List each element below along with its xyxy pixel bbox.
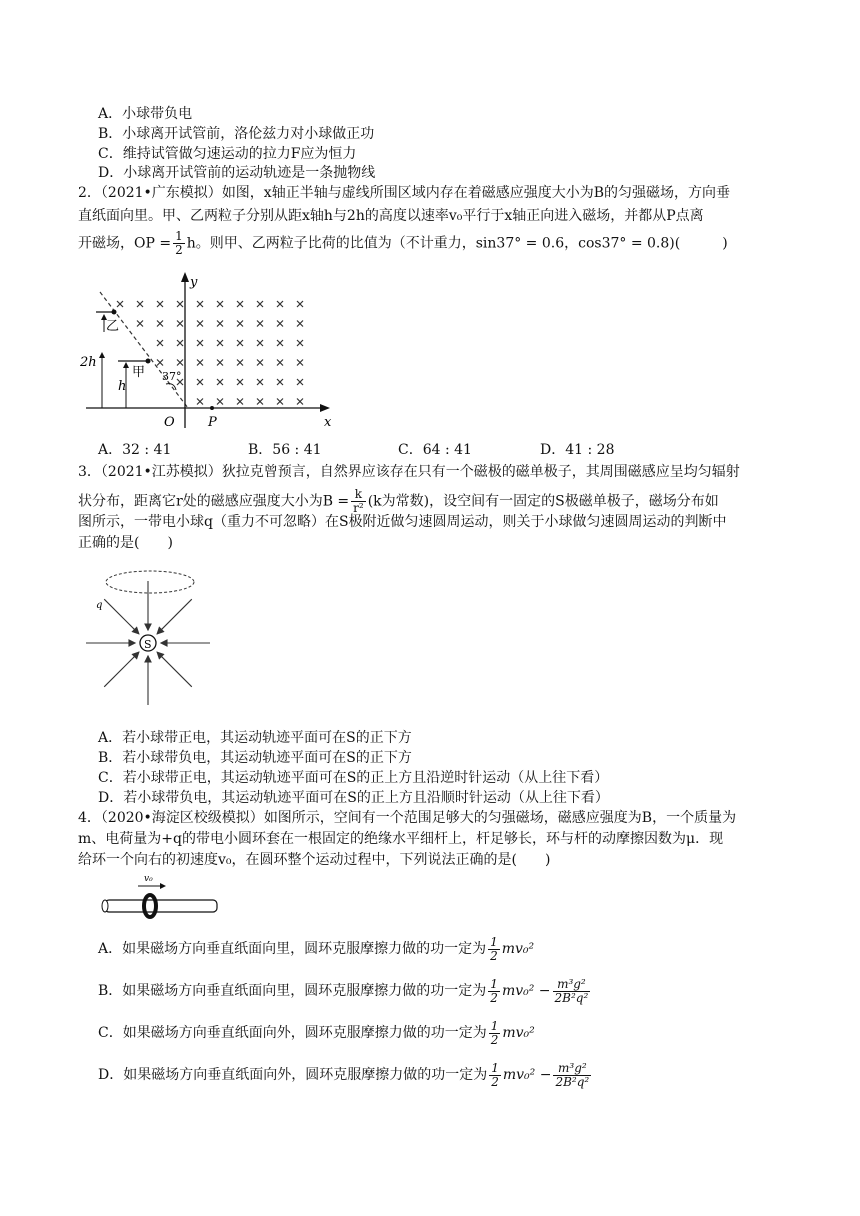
q3-stem-2a: 状分布，距离它r处的磁感应强度大小为B = — [78, 493, 350, 510]
fraction — [488, 978, 500, 1005]
q2-stem-3b: h。则甲、乙两粒子比荷的比值为（不计重力，sin37° = 0.6，cos37° = 0.8)( — [186, 235, 681, 252]
q2-source: （2021•广东模拟） — [100, 185, 222, 201]
q4-option-a — [98, 930, 534, 968]
label-v0: v₀ — [144, 874, 153, 884]
q4-stem-1: 如图所示，空间有一个范围足够大的匀强磁场，磁感应强度为B，一个质量为 — [263, 810, 737, 826]
fraction — [489, 1020, 501, 1047]
label-x: x — [324, 415, 332, 430]
numerator: 1 — [490, 934, 498, 949]
q4-option-c-text: C．如果磁场方向垂直纸面向外，圆环克服摩擦力做的功一定为 — [98, 1025, 487, 1041]
q2-stem-3c: ) — [722, 235, 728, 252]
field-crosses — [117, 301, 303, 405]
fraction-extra — [553, 1062, 591, 1089]
q4-option-b-text: B．如果磁场方向垂直纸面向里，圆环克服摩擦力做的功一定为 — [98, 983, 487, 999]
q4-option-d-text: D．如果磁场方向垂直纸面向外，圆环克服摩擦力做的功一定为 — [98, 1067, 488, 1083]
fraction-extra — [553, 978, 591, 1005]
denominator: 2 — [490, 1032, 499, 1047]
q3-line2 — [78, 488, 719, 515]
q3-option-b: B．若小球带负电，其运动轨迹平面可在S的正下方 — [98, 750, 412, 766]
numerator: m³g² — [553, 1062, 591, 1076]
q2-option-d: D．41 : 28 — [540, 442, 615, 458]
q2-line1 — [78, 183, 730, 203]
q4-rod-ring-figure — [100, 870, 230, 920]
fraction — [173, 230, 185, 257]
q2-option-c: C．64 : 41 — [398, 442, 472, 458]
q2-stem-3a: 开磁场，OP = — [78, 235, 172, 252]
q4-option-a-text: A．如果磁场方向垂直纸面向里，圆环克服摩擦力做的功一定为 — [98, 941, 487, 957]
q4-option-d — [98, 1056, 593, 1094]
q4-stem-2: m、电荷量为+q的带电小圆环套在一根固定的绝缘水平细杆上，杆足够长，环与杆的动摩擦因数为μ．现 — [78, 831, 724, 847]
orbit-ellipse — [106, 571, 194, 593]
label-s: S — [144, 638, 152, 651]
q1-option-b: B．小球离开试管前，洛伦兹力对小球做正功 — [98, 126, 375, 142]
denominator: 2 — [490, 990, 498, 1005]
numerator: 1 — [491, 1060, 499, 1075]
label-p: P — [208, 415, 217, 430]
q2-option-a: A．32 : 41 — [98, 442, 172, 458]
point-p — [210, 406, 214, 410]
fraction — [488, 936, 500, 963]
q4-option-c-tail: mv₀² — [502, 1025, 535, 1041]
angle-arc — [166, 384, 176, 390]
q4-option-b — [98, 972, 592, 1010]
q4-stem-3: 给环一个向右的初速度v₀，在圆环整个运动过程中，下列说法正确的是( ) — [78, 852, 551, 868]
denominator: 2B²q² — [555, 1074, 590, 1089]
fraction — [489, 1062, 501, 1089]
yi-particle — [112, 310, 117, 315]
q2-number: 2． — [78, 185, 101, 201]
q3-stem-4: 正确的是( ) — [78, 535, 173, 551]
label-q: q — [96, 600, 103, 611]
q3-option-d: D．若小球带负电，其运动轨迹平面可在S的正上方且沿顺时针运动（从上往下看） — [98, 790, 609, 806]
q4-option-d-tail: mv₀² − — [502, 1067, 552, 1083]
q3-line1 — [78, 462, 740, 482]
q3-monopole-figure — [78, 560, 228, 710]
denominator: 2 — [490, 948, 498, 963]
numerator: 1 — [490, 1018, 499, 1033]
q4-option-b-tail: mv₀² − — [501, 983, 551, 999]
rod — [105, 900, 217, 912]
label-y: y — [190, 275, 198, 290]
denominator: 2B²q² — [554, 990, 589, 1005]
fraction — [351, 488, 366, 515]
q3-stem-2b: (k为常数)，设空间有一固定的S极磁单极子，磁场分布如 — [367, 493, 719, 510]
q2-stem-1: 如图，x轴正半轴与虚线所围区域内存在着磁感应强度大小为B的匀强磁场，方向垂 — [221, 185, 730, 201]
q1-option-c: C．维持试管做匀速运动的拉力F应为恒力 — [98, 146, 357, 162]
numerator: k — [351, 488, 366, 502]
q1-option-d: D．小球离开试管前的运动轨迹是一条抛物线 — [98, 165, 376, 181]
q4-line1 — [78, 808, 736, 828]
x-axis-arrow — [320, 404, 330, 412]
q3-number: 3． — [78, 464, 101, 480]
denominator: r² — [353, 501, 364, 515]
q2-magnetic-field-figure — [78, 268, 338, 438]
label-yi: 乙 — [106, 319, 120, 334]
y-axis-arrow — [181, 272, 189, 282]
numerator: 1 — [490, 976, 498, 991]
q4-number: 4． — [78, 810, 101, 826]
label-o: O — [164, 415, 175, 430]
label-h: h — [118, 379, 127, 394]
q3-source: （2021•江苏模拟） — [100, 464, 222, 480]
q1-option-a: A．小球带负电 — [98, 106, 193, 122]
numerator: 1 — [175, 229, 183, 243]
dashed-boundary — [100, 292, 188, 408]
label-2h: 2h — [80, 355, 97, 370]
jia-particle — [146, 359, 151, 364]
q3-option-c: C．若小球带正电，其运动轨迹平面可在S的正上方且沿逆时针运动（从上往下看） — [98, 770, 609, 786]
label-jia: 甲 — [132, 365, 146, 380]
q2-stem-2: 直纸面向里。甲、乙两粒子分别从距x轴h与2h的高度以速率v₀平行于x轴正向进入磁场，并都从P点离 — [78, 208, 704, 224]
denominator: 2 — [491, 1074, 499, 1089]
q3-option-a: A．若小球带正电，其运动轨迹平面可在S的正下方 — [98, 730, 412, 746]
numerator: m³g² — [553, 978, 591, 992]
q4-option-c — [98, 1014, 535, 1052]
q4-option-a-tail: mv₀² — [501, 941, 535, 957]
denominator: 2 — [175, 243, 183, 257]
q3-stem-1: 狄拉克曾预言，自然界应该存在只有一个磁极的磁单极子，其周围磁感应呈均匀辐射 — [221, 464, 740, 480]
q2-option-b: B．56 : 41 — [248, 442, 322, 458]
label-angle: 37° — [162, 370, 182, 383]
q4-source: （2020•海淀区校级模拟） — [100, 810, 264, 826]
q2-line3 — [78, 230, 728, 257]
q3-stem-3: 图所示，一带电小球q（重力不可忽略）在S极附近做匀速圆周运动，则关于小球做匀速圆周运动的判断中 — [78, 514, 727, 530]
